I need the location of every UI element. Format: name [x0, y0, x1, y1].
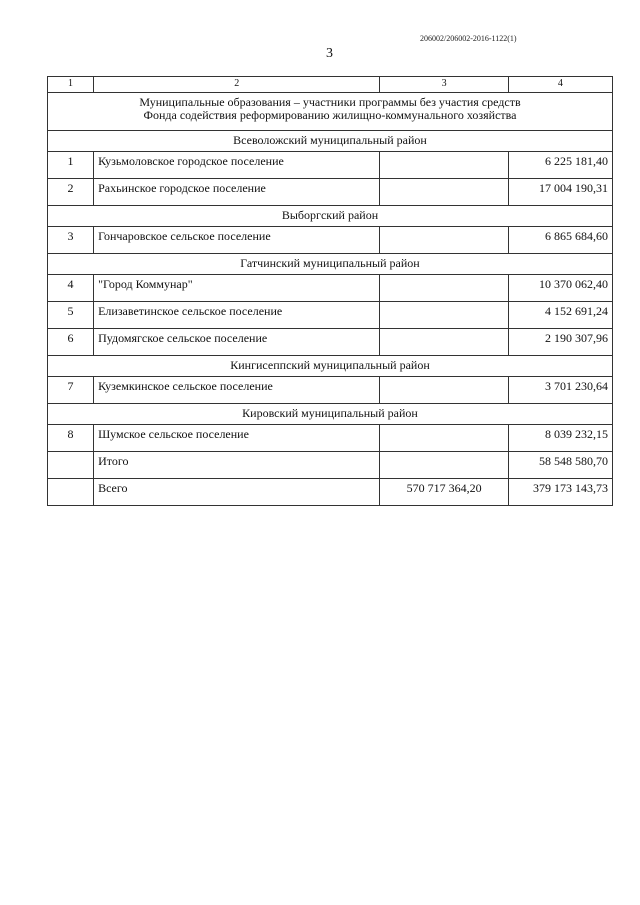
subtotal-row: [48, 452, 613, 479]
grand-total-col3: 570 717 364,20: [380, 479, 508, 506]
district-name: Кингисеппский муниципальный район: [48, 356, 613, 377]
row-col3: [380, 329, 508, 356]
grand-total-amount: 379 173 143,73: [508, 479, 612, 506]
row-col3: [380, 425, 508, 452]
municipality-name: Шумское сельское поселение: [94, 425, 380, 452]
district-name: Кировский муниципальный район: [48, 404, 613, 425]
table-title-row: [48, 93, 613, 131]
row-amount: 4 152 691,24: [508, 302, 612, 329]
row-col3: [380, 302, 508, 329]
row-number: 2: [48, 179, 94, 206]
municipality-name: "Город Коммунар": [94, 275, 380, 302]
table-row: [48, 377, 613, 404]
table-row: [48, 329, 613, 356]
header-cell-3: 3: [380, 77, 508, 93]
allocation-table: [47, 76, 613, 506]
table-row: [48, 275, 613, 302]
municipality-name: Гончаровское сельское поселение: [94, 227, 380, 254]
table-row: [48, 179, 613, 206]
document-id: 206002/206002-2016-1122(1): [420, 34, 517, 43]
subtotal-amount: 58 548 580,70: [508, 452, 612, 479]
municipality-name: Куземкинское сельское поселение: [94, 377, 380, 404]
row-number: [48, 479, 94, 506]
subtotal-label: Итого: [94, 452, 380, 479]
district-row: [48, 356, 613, 377]
grand-total-label: Всего: [94, 479, 380, 506]
row-amount: 10 370 062,40: [508, 275, 612, 302]
district-row: [48, 254, 613, 275]
row-col3: [380, 275, 508, 302]
row-amount: 2 190 307,96: [508, 329, 612, 356]
table-title-line2: Фонда содействия реформированию жилищно-коммунального хозяйства: [143, 108, 517, 122]
district-row: [48, 131, 613, 152]
header-cell-1: 1: [48, 77, 94, 93]
row-number: [48, 452, 94, 479]
table-title-line1: Муниципальные образования – участники программы без участия средств: [139, 95, 521, 109]
row-number: 4: [48, 275, 94, 302]
table-header-row: [48, 77, 613, 93]
district-row: [48, 206, 613, 227]
row-number: 1: [48, 152, 94, 179]
table-title: [48, 93, 613, 131]
table-row: [48, 302, 613, 329]
row-col3: [380, 227, 508, 254]
row-col3: [380, 152, 508, 179]
page-number: 3: [326, 46, 333, 61]
header-cell-2: 2: [94, 77, 380, 93]
district-name: Гатчинский муниципальный район: [48, 254, 613, 275]
municipality-name: Рахьинское городское поселение: [94, 179, 380, 206]
municipality-name: Кузьмоловское городское поселение: [94, 152, 380, 179]
row-amount: 8 039 232,15: [508, 425, 612, 452]
row-number: 6: [48, 329, 94, 356]
district-row: [48, 404, 613, 425]
row-col3: [380, 377, 508, 404]
municipality-name: Елизаветинское сельское поселение: [94, 302, 380, 329]
row-amount: 17 004 190,31: [508, 179, 612, 206]
table-row: [48, 152, 613, 179]
grand-total-row: [48, 479, 613, 506]
row-col3: [380, 179, 508, 206]
table-row: [48, 227, 613, 254]
row-amount: 6 225 181,40: [508, 152, 612, 179]
district-name: Всеволожский муниципальный район: [48, 131, 613, 152]
municipality-name: Пудомягское сельское поселение: [94, 329, 380, 356]
row-number: 7: [48, 377, 94, 404]
row-col3: [380, 452, 508, 479]
district-name: Выборгский район: [48, 206, 613, 227]
header-cell-4: 4: [508, 77, 612, 93]
row-number: 5: [48, 302, 94, 329]
row-amount: 3 701 230,64: [508, 377, 612, 404]
row-number: 8: [48, 425, 94, 452]
row-amount: 6 865 684,60: [508, 227, 612, 254]
table-row: [48, 425, 613, 452]
row-number: 3: [48, 227, 94, 254]
